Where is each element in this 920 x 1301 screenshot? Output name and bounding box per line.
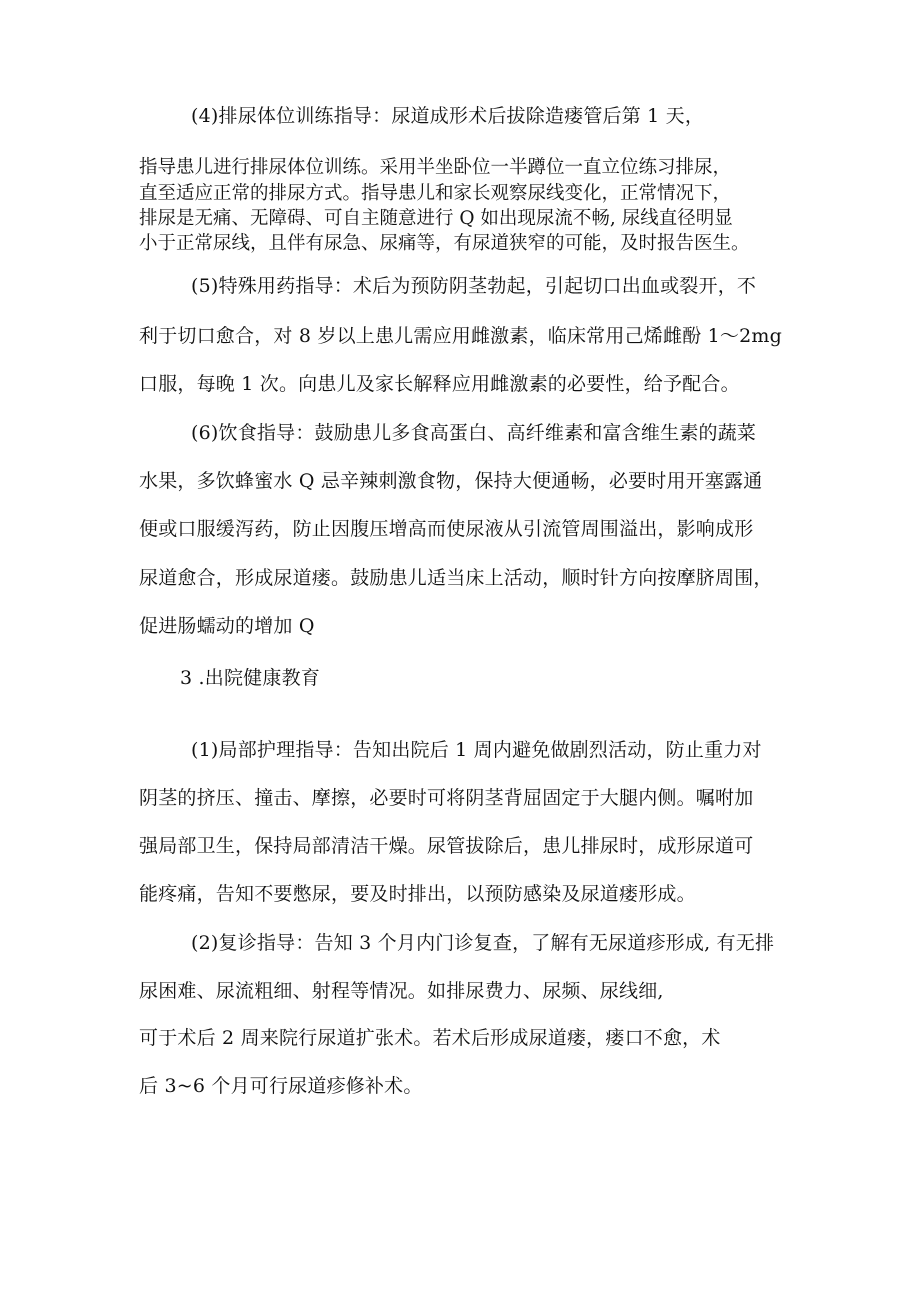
text-line-9: (6)饮食指导：鼓励患儿多食高蛋白、高纤维素和富含维生素的蔬菜 [191, 422, 757, 444]
text-line-21: 可于术后 2 周来院行尿道扩张术。若术后形成尿道瘘，瘘口不愈，术 [139, 1027, 721, 1049]
text-line-7: 利于切口愈合，对 8 岁以上患儿需应用雌激素，临床常用己烯雌酚 1～2mg [139, 325, 782, 347]
text-line-1: (4)排尿体位训练指导：尿道成形术后拔除造瘘管后第 1 天， [191, 105, 705, 127]
text-line-19: (2)复诊指导：告知 3 个月内门诊复查，了解有无尿道疹形成, 有无排 [191, 932, 775, 954]
text-line-3: 直至适应正常的排尿方式。指导患儿和家长观察尿线变化，正常情况下， [139, 183, 732, 204]
section-heading: 3 .出院健康教育 [180, 667, 320, 689]
text-line-12: 尿道愈合，形成尿道瘘。鼓励患儿适当床上活动，顺时针方向按摩脐周围， [139, 567, 773, 589]
text-line-13: 促进肠蠕动的增加 Q [139, 615, 315, 637]
text-line-15: (1)局部护理指导：告知出院后 1 周内避免做剧烈活动，防止重力对 [191, 739, 762, 761]
text-line-10: 水果，多饮蜂蜜水 Q 忌辛辣刺激食物，保持大便通畅，必要时用开塞露通 [139, 470, 763, 492]
text-line-6: (5)特殊用药指导：术后为预防阴茎勃起，引起切口出血或裂开，不 [191, 275, 757, 297]
text-line-22: 后 3~6 个月可行尿道疹修补术。 [139, 1075, 423, 1097]
text-line-20: 尿困难、尿流粗细、射程等情况。如排尿费力、尿频、尿线细, [139, 980, 664, 1002]
text-line-2: 指导患儿进行排尿体位训练。采用半坐卧位一半蹲位一直立位练习排尿， [139, 157, 732, 178]
text-line-16: 阴茎的挤压、撞击、摩擦，必要时可将阴茎背屈固定于大腿内侧。嘱咐加 [139, 787, 754, 809]
text-line-18: 能疼痛，告知不要憋尿，要及时排出，以预防感染及尿道瘘形成。 [139, 883, 696, 905]
text-line-11: 便或口服缓泻药，防止因腹压增高而使尿液从引流管周围溢出，影响成形 [139, 518, 754, 540]
text-line-17: 强局部卫生，保持局部清洁干燥。尿管拔除后，患儿排尿时，成形尿道可 [139, 835, 754, 857]
text-line-4: 排尿是无痛、无障碍、可自主随意进行 Q 如出现尿流不畅, 尿线直径明显 [139, 208, 733, 229]
text-line-8: 口服，每晚 1 次。向患儿及家长解释应用雌激素的必要性，给予配合。 [139, 373, 740, 395]
text-line-5: 小于正常尿线，且伴有尿急、尿痛等，有尿道狭窄的可能，及时报告医生。 [139, 233, 750, 254]
